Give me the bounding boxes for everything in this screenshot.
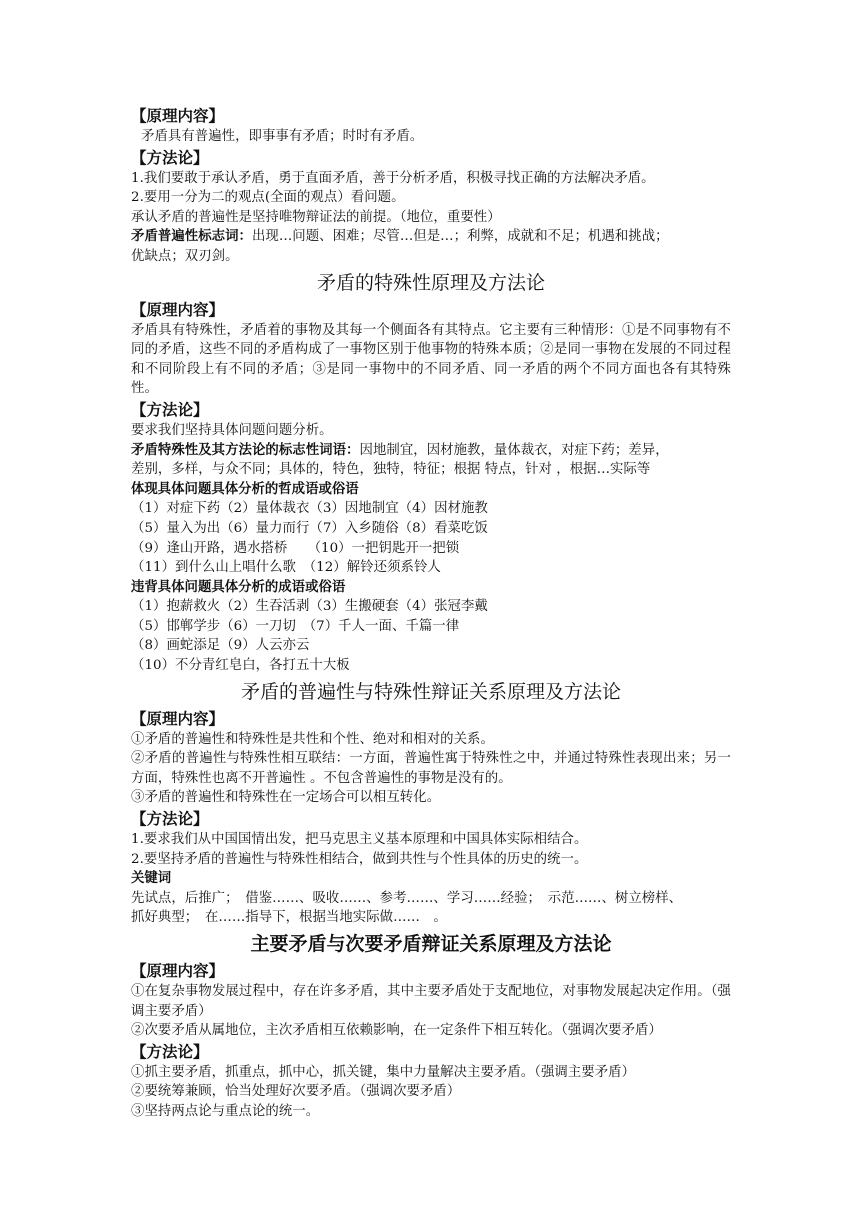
idiom-list-line: （5）量入为出（6）量力而行（7）入乡随俗（8）看菜吃饭 [131,520,488,536]
principle-heading: 【原理内容】 [131,107,225,125]
methodology-item: 要求我们坚持具体问题问题分析。 [131,422,333,438]
document-page [131,105,731,1122]
keywords-text-cont: 抓好典型； 在……指导下，根据当地实际做…… 。 [131,910,447,926]
methodology-heading: 【方法论】 [131,148,209,167]
methodology-item: 2.要用一分为二的观点(全面的观点）看问题。 [131,190,405,206]
section-title: 矛盾的特殊性原理及方法论 [316,271,545,294]
principle-heading: 【原理内容】 [131,709,225,728]
principle-text: 矛盾具有特殊性，矛盾着的事物及其每一个侧面各有其特点。它主要有三种情形：①是不同事物有不同的矛盾，这些不同的矛盾构成了一事物区别于他事物的特殊本质；②是同一事物在发展的不同过程和不同阶段上有不同的矛盾；③是同一事物中的不同矛盾、同一矛盾的两个不同方面也各有其特殊性。 [131,322,731,397]
idioms-subheading: 体现具体问题具体分析的哲成语或俗语 [131,481,359,497]
methodology-item: 1.我们要敢于承认矛盾，勇于直面矛盾，善于分析矛盾，积极寻找正确的方法解决矛盾。 [131,170,655,186]
keywords-heading: 关键词 [131,871,172,887]
idiom-list-line: （8）画蛇添足（9）人云亦云 [131,638,310,654]
methodology-heading: 【方法论】 [131,1042,209,1061]
principle-text: ①在复杂事物发展过程中，存在许多矛盾，其中主要矛盾处于支配地位，对事物发展起决定作用。（强调主要矛盾） [131,984,731,1019]
keywords-line [131,441,731,461]
keywords-text-cont: 差别，多样，与众不同；具体的，特色，独特，特征；根据 特点，针对 ，根据…实际等 [131,462,651,478]
keywords-label: 矛盾特殊性及其方法论的标志性词语： [131,441,360,458]
idiom-list-line: （5）邯郸学步（6）一刀切 （7）千人一面、千篇一律 [131,618,460,634]
principle-text: ②矛盾的普遍性与特殊性相互联结：一方面，普遍性寓于特殊性之中，并通过特殊性表现出来；另一方面，特殊性也离不开普遍性 。不包含普遍性的事物是没有的。 [131,751,731,786]
methodology-item: 2.要坚持矛盾的普遍性与特殊性相结合，做到共性与个性具体的历史的统一。 [131,851,588,867]
idiom-list-line: （1）对症下药（2）量体裁衣（3）因地制宜（4）因材施教 [131,501,488,517]
keywords-line [131,227,731,247]
keywords-text: 因地制宜，因材施教，量体裁衣，对症下药；差异， [359,442,669,458]
keywords-text: 先试点，后推广； 借鉴……、吸收……、参考……、学习……经验； 示范……、树立榜样、 [131,890,683,906]
section-title: 主要矛盾与次要矛盾辩证关系原理及方法论 [250,933,612,955]
idiom-list-line: （11）到什么山上唱什么歌 （12）解铃还须系铃人 [131,560,441,576]
methodology-heading: 【方法论】 [131,400,209,419]
principle-text: ①矛盾的普遍性和特殊性是共性和个性、绝对和相对的关系。 [131,731,494,747]
principle-text: ③矛盾的普遍性和特殊性在一定场合可以相互转化。 [131,790,441,806]
keywords-label: 矛盾普遍性标志词： [131,228,252,245]
principle-text: 矛盾具有普遍性，即事事有矛盾；时时有矛盾。 [141,129,424,144]
methodology-item: ②要统筹兼顾，恰当处理好次要矛盾。（强调次要矛盾） [131,1084,461,1100]
methodology-note: 承认矛盾的普遍性是坚持唯物辩证法的前提。（地位，重要性） [131,209,501,225]
principle-heading: 【原理内容】 [131,300,225,319]
methodology-heading: 【方法论】 [131,810,209,829]
section-title: 矛盾的普遍性与特殊性辩证关系原理及方法论 [240,680,621,703]
methodology-item: ③坚持两点论与重点论的统一。 [131,1103,320,1119]
idioms-subheading: 违背具体问题具体分析的成语或俗语 [131,579,346,595]
principle-heading: 【原理内容】 [131,962,225,980]
keywords-text: 出现…问题、困难；尽管…但是…；利弊，成就和不足；机遇和挑战； [251,229,669,245]
idiom-list-line: （1）抱薪救火（2）生吞活剥（3）生搬硬套（4）张冠李戴 [131,599,488,615]
idiom-list-line: （9）逢山开路，遇水搭桥 （10）一把钥匙开一把锁 [131,540,460,556]
idiom-list-line: （10）不分青红皂白，各打五十大板 [131,658,350,674]
keywords-text-cont: 优缺点；双刃剑。 [131,248,239,264]
methodology-item: ①抓主要矛盾，抓重点，抓中心，抓关键，集中力量解决主要矛盾。（强调主要矛盾） [131,1064,636,1080]
principle-text: ②次要矛盾从属地位，主次矛盾相互依赖影响，在一定条件下相互转化。（强调次要矛盾） [131,1023,662,1039]
methodology-item: 1.要求我们从中国国情出发，把马克思主义基本原理和中国具体实际相结合。 [131,832,588,848]
